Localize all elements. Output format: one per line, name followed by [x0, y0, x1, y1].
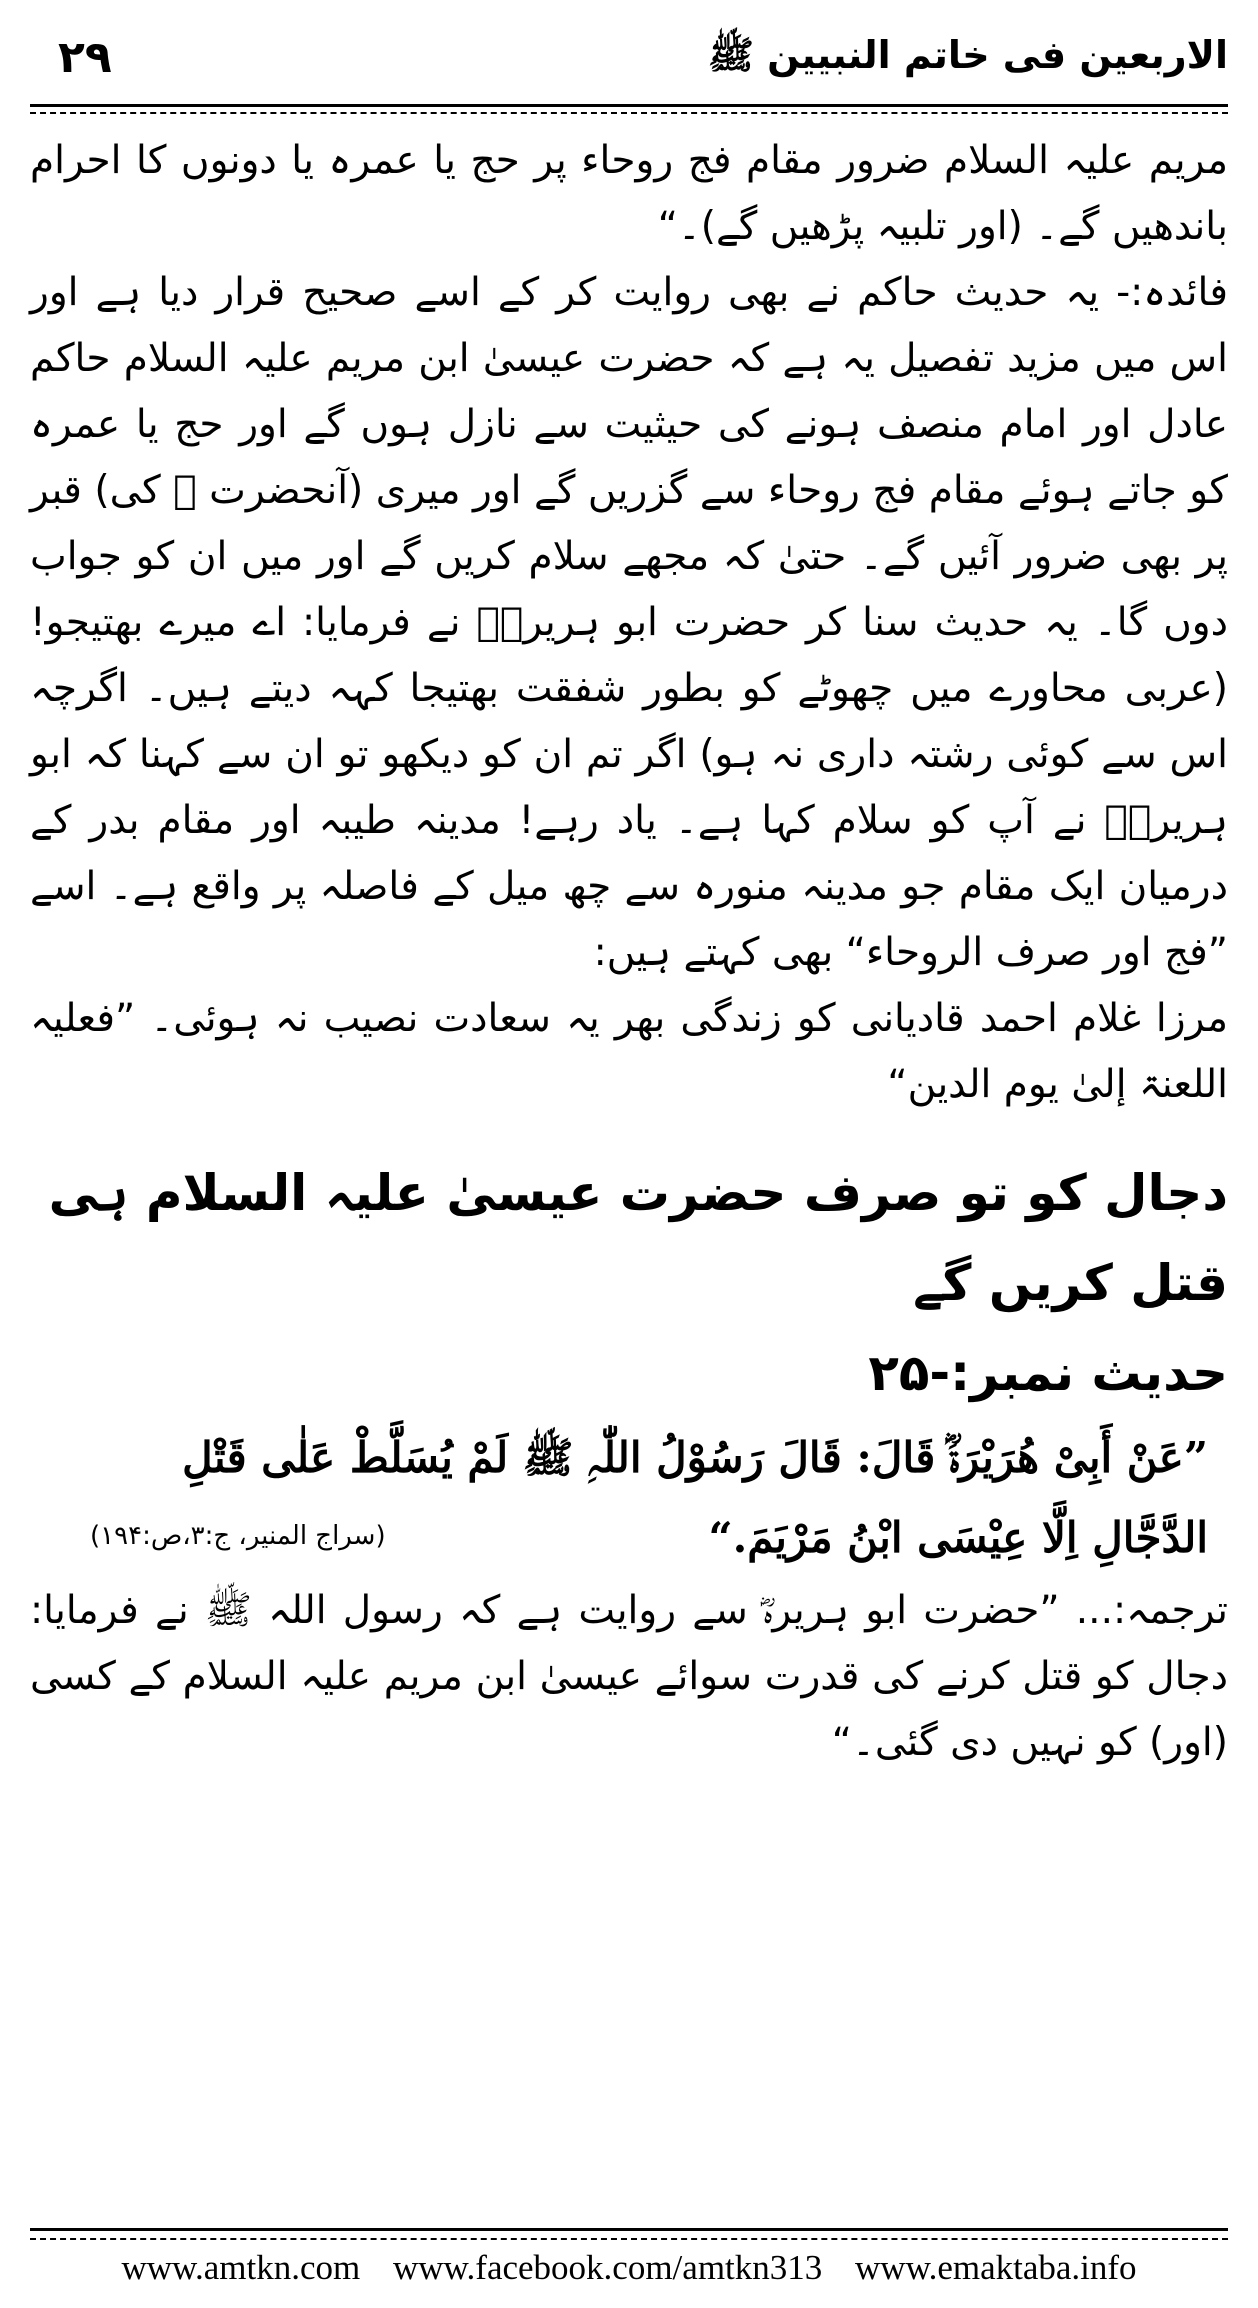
book-title: الاربعین فی خاتم النبیین ﷺ [707, 33, 1228, 77]
arabic-row [30, 1498, 1228, 1578]
page-footer [0, 2248, 1258, 2288]
footer-dashed-rule [30, 2238, 1228, 2240]
paragraph-mirza: مرزا غلام احمد قادیانی کو زندگی بھر یہ سعادت نصیب نہ ہوئی۔ ”فعلیہ اللعنۃ إلیٰ یوم الدین“ [30, 996, 1228, 1107]
paragraph-faida: فائدہ:- یہ حدیث حاکم نے بھی روایت کر کے اسے صحیح قرار دیا ہے اور اس میں مزید تفصیل یہ ہے کہ حضرت عیسیٰ ابن مریم علیہ السلام حاکم عادل اور امام منصف ہونے کی حیثیت سے نازل ہوں گے اور حج یا عمرہ کو جاتے ہوئے مقام فج روحاء سے گزریں گے اور میری (آنحضرت ﷺ کی) قبر پر بھی ضرور آئیں گے۔ حتیٰ کہ مجھے سلام کریں گے اور میں ان کو جواب دوں گا۔ یہ حدیث سنا کر حضرت ابو ہریرہؓ نے فرمایا: اے میرے بھتیجو! (عربی محاورے میں چھوٹے کو بطور شفقت بھتیجا کہہ دیتے ہیں۔ اگرچہ اس سے کوئی رشتہ داری نہ ہو) اگر تم ان کو دیکھو تو ان سے کہنا کہ ابو ہریرہؓ نے آپ کو سلام کہا ہے۔ یاد رہے! مدینہ طیبہ اور مقام بدر کے درمیان ایک مقام جو مدینہ منورہ سے چھ میل کے فاصلہ پر واقع ہے۔ اسے ”فج اور صرف الروحاء“ بھی کہتے ہیں: [30, 270, 1228, 975]
footer-link-facebook[interactable]: www.facebook.com/amtkn313 [392, 2248, 823, 2287]
header-dashed-rule [30, 112, 1228, 114]
section-heading: دجال کو تو صرف حضرت عیسیٰ علیہ السلام ہی قتل کریں گے [48, 1164, 1228, 1312]
page-content [30, 128, 1228, 1776]
footer-link-emaktaba[interactable]: www.emaktaba.info [855, 2248, 1137, 2287]
footer-rule [30, 2228, 1228, 2231]
header-rule [30, 104, 1228, 107]
footer-link-amtkn[interactable]: www.amtkn.com [121, 2248, 361, 2287]
reference-citation: (سراج المنیر، ج:۳،ص:۱۹۴) [90, 1521, 386, 1551]
translation-paragraph: ترجمہ:... ”حضرت ابو ہریرہؓ سے روایت ہے کہ رسول اللہ ﷺ نے فرمایا: دجال کو قتل کرنے کی قدرت سوائے عیسیٰ ابن مریم علیہ السلام کے کسی (اور) کو نہیں دی گئی۔“ [30, 1588, 1228, 1765]
page-header [30, 28, 1228, 98]
paragraph-continuation: مریم علیہ السلام ضرور مقام فج روحاء پر حج یا عمرہ یا دونوں کا احرام باندھیں گے۔ (اور تلبیہ پڑھیں گے)۔“ [30, 138, 1228, 249]
hadith-number: حدیث نمبر:-۲۵ [868, 1344, 1228, 1402]
arabic-text-line-1: ”عَنْ أَبِیْ ھُرَیْرَۃَؓ قَالَ: قَالَ رَسُوْلُ اللّٰہِ ﷺ لَمْ یُسَلَّطْ عَلٰی قَتْلِ [182, 1433, 1208, 1482]
page-number: ۲۹ [58, 32, 112, 83]
arabic-text-line-2: الدَّجَّالِ اِلَّا عِیْسَی ابْنُ مَرْیَمَ.“ [708, 1513, 1208, 1562]
